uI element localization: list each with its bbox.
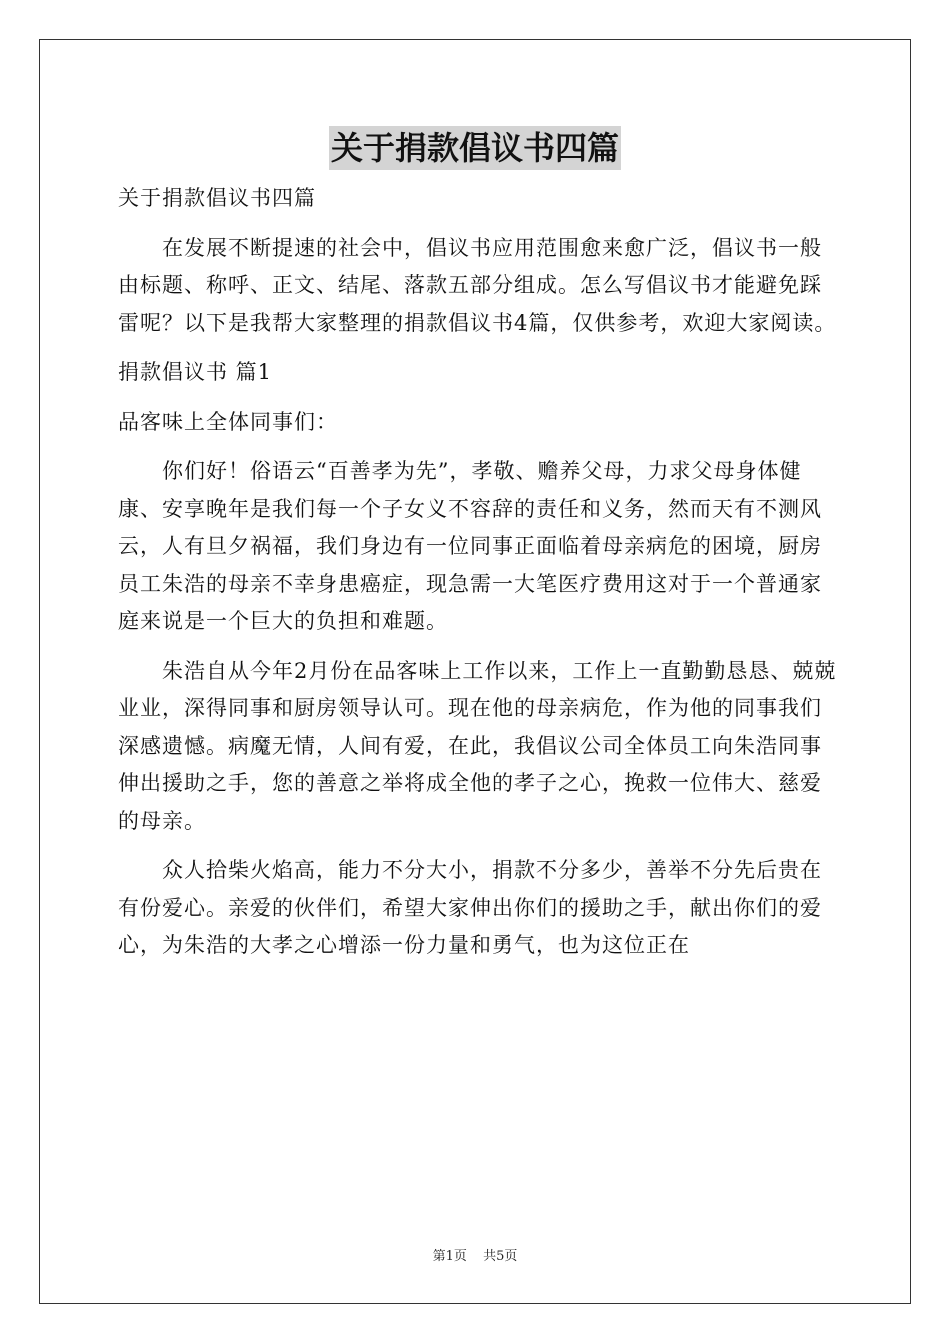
body-paragraph: 众人拾柴火焰高，能力不分大小，捐款不分多少，善举不分先后贵在有份爱心。亲爱的伙伴们，希望大家伸出你们的援助之手，献出你们的爱心，为朱浩的大孝之心增添一份力量和勇气，也为这位正在 (118, 858, 822, 957)
page-footer (0, 1245, 950, 1264)
document-body (118, 180, 838, 977)
document-subtitle: 关于捐款倡议书四篇 (118, 186, 316, 210)
section-heading: 捐款倡议书 篇1 (118, 360, 273, 384)
body-paragraph: 你们好！俗语云“百善孝为先”，孝敬、赡养父母，力求父母身体健康、安享晚年是我们每一个子女义不容辞的责任和义务，然而天有不测风云，人有旦夕祸福，我们身边有一位同事正面临着母亲病危的困境，厨房员工朱浩的母亲不幸身患癌症，现急需一大笔医疗费用这对于一个普通家庭来说是一个巨大的负担和难题。 (118, 459, 822, 633)
page-total: 共5页 (483, 1249, 518, 1264)
salutation: 品客味上全体同事们： (118, 409, 338, 434)
page-number: 第1页 (432, 1249, 467, 1264)
title-area (0, 126, 950, 170)
document-title: 关于捐款倡议书四篇 (329, 126, 621, 170)
intro-paragraph: 在发展不断提速的社会中，倡议书应用范围愈来愈广泛，倡议书一般由标题、称呼、正文、结尾、落款五部分组成。怎么写倡议书才能避免踩雷呢？以下是我帮大家整理的捐款倡议书4篇，仅供参考，欢迎大家阅读。 (118, 235, 837, 335)
body-paragraph: 朱浩自从今年2月份在品客味上工作以来，工作上一直勤勤恳恳、兢兢业业，深得同事和厨房领导认可。现在他的母亲病危，作为他的同事我们深感遗憾。病魔无情，人间有爱，在此，我倡议公司全体员工向朱浩同事伸出援助之手，您的善意之举将成全他的孝子之心，挽救一位伟大、慈爱的母亲。 (118, 658, 837, 833)
